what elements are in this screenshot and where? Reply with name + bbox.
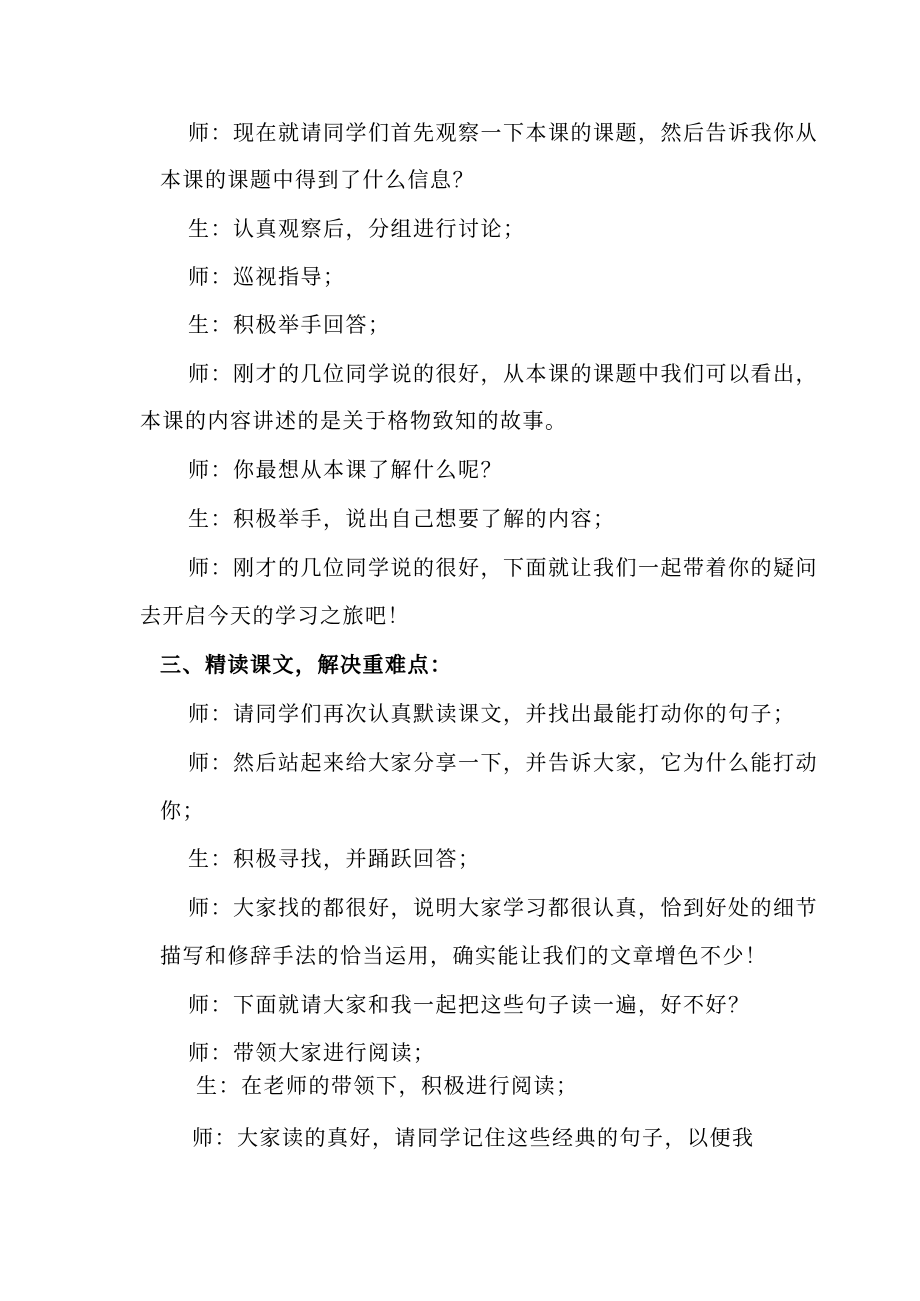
text-line-22: 师：大家读的真好，请同学记住这些经典的句子，以便我	[192, 1126, 755, 1150]
text-line-13: 师：请同学们再次认真默读课文，并找出最能打动你的句子；	[188, 702, 796, 726]
text-line-11: 去开启今天的学习之旅吧！	[140, 604, 410, 628]
text-line-21: 生：在老师的带领下，积极进行阅读；	[196, 1074, 579, 1098]
text-line-8: 师：你最想从本课了解什么呢？	[188, 458, 503, 482]
text-line-19: 师：下面就请大家和我一起把这些句子读一遍，好不好？	[188, 993, 751, 1017]
text-line-5: 生：积极举手回答；	[188, 313, 391, 337]
text-line-7: 本课的内容讲述的是关于格物致知的故事。	[140, 409, 568, 433]
text-line-20: 师：带领大家进行阅读；	[188, 1041, 436, 1065]
text-line-14: 师：然后站起来给大家分享一下，并告诉大家，它为什么能打动	[188, 751, 818, 775]
section-heading: 三、精读课文，解决重难点：	[160, 652, 453, 677]
text-line-2: 本课的课题中得到了什么信息？	[160, 168, 475, 192]
text-line-3: 生：认真观察后，分组进行讨论；	[188, 217, 526, 241]
text-line-17: 师：大家找的都很好，说明大家学习都很认真，恰到好处的细节	[188, 896, 818, 920]
text-line-4: 师：巡视指导；	[188, 265, 346, 289]
text-line-6: 师：刚才的几位同学说的很好，从本课的课题中我们可以看出，	[188, 362, 818, 386]
text-line-10: 师：刚才的几位同学说的很好，下面就让我们一起带着你的疑问	[188, 556, 818, 580]
text-line-9: 生：积极举手，说出自己想要了解的内容；	[188, 507, 616, 531]
text-line-15: 你；	[160, 799, 205, 823]
text-line-18: 描写和修辞手法的恰当运用，确实能让我们的文章增色不少！	[160, 944, 768, 968]
text-line-16: 生：积极寻找，并踊跃回答；	[188, 847, 481, 871]
text-line-1: 师：现在就请同学们首先观察一下本课的课题，然后告诉我你从	[188, 121, 818, 145]
